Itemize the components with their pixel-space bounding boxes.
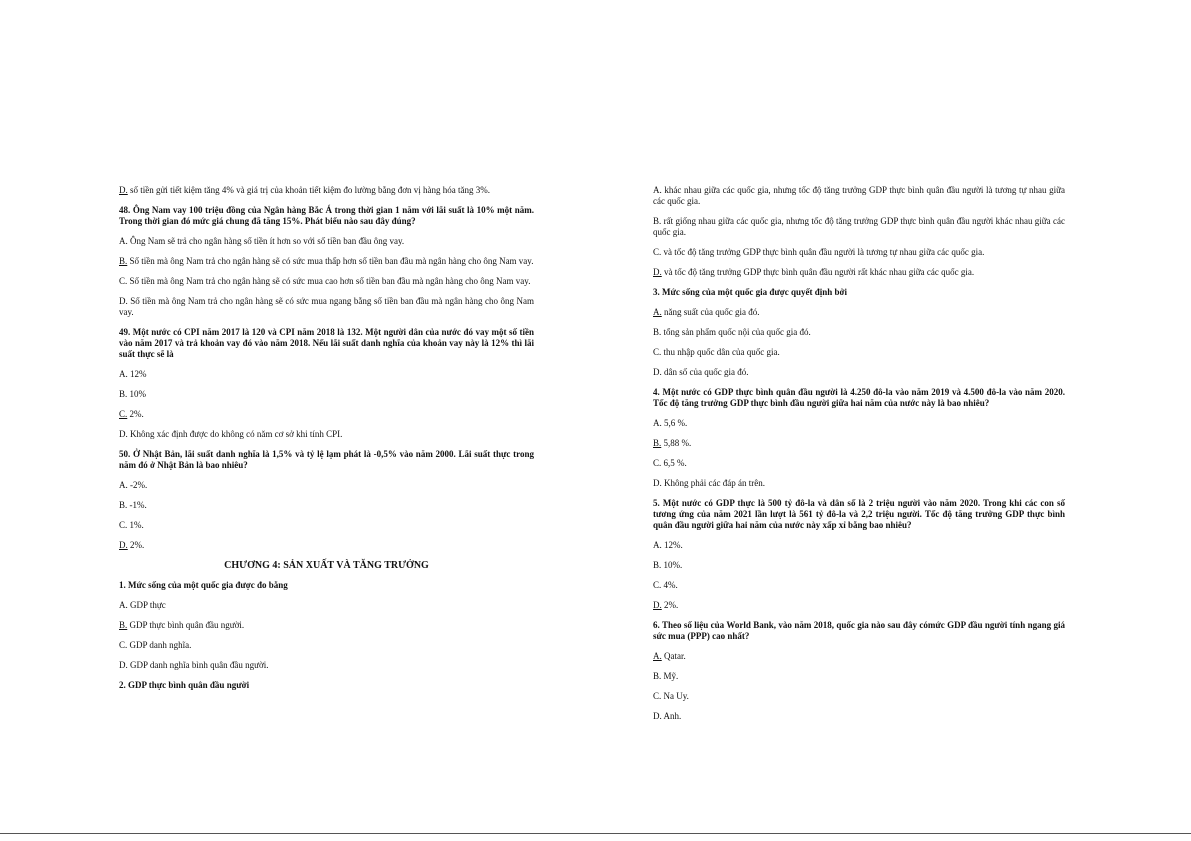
option-text: tổng sản phẩm quốc nội của quốc gia đó. bbox=[661, 327, 811, 337]
option-text: và tốc độ tăng trưởng GDP thực bình quân đầu người là tương tự nhau giữa các quốc gia. bbox=[661, 247, 985, 257]
option-letter: D. bbox=[119, 429, 128, 439]
answer-option bbox=[653, 307, 1065, 318]
option-letter: A. bbox=[653, 540, 662, 550]
answer-option bbox=[119, 520, 534, 531]
option-letter: B. bbox=[119, 256, 128, 266]
option-letter: B. bbox=[653, 327, 662, 337]
option-text: Anh. bbox=[661, 711, 682, 721]
option-text: rất giống nhau giữa các quốc gia, nhưng tốc độ tăng trưởng GDP thực bình quân đầu người khác nhau giữa các quốc gia. bbox=[653, 216, 1065, 237]
answer-option bbox=[119, 540, 534, 551]
option-text: Số tiền mà ông Nam trả cho ngân hàng sẽ có sức mua cao hơn số tiền ban đầu mà ngân hàng cho ông Nam vay. bbox=[127, 276, 531, 286]
answer-option bbox=[653, 478, 1065, 489]
option-letter: C. bbox=[119, 409, 128, 419]
option-letter: D. bbox=[119, 296, 128, 306]
answer-option bbox=[119, 600, 534, 611]
answer-option bbox=[119, 256, 534, 267]
option-text: dân số của quốc gia đó. bbox=[661, 367, 749, 377]
question-text: 2. GDP thực bình quân đầu người bbox=[119, 680, 250, 690]
answer-option bbox=[653, 580, 1065, 591]
option-letter: D. bbox=[653, 367, 662, 377]
option-text: Số tiền mà ông Nam trả cho ngân hàng sẽ có sức mua thấp hơn số tiền ban đầu mà ngân hàng cho ông Nam vay. bbox=[127, 256, 534, 266]
question-text: 4. Một nước có GDP thực bình quân đầu người là 4.250 đô-la vào năm 2019 và 4.500 đô-la vào năm 2020. Tốc độ tăng trưởng GDP thực bình đầu người giữa hai năm của nước này là bao nhiêu? bbox=[653, 387, 1065, 408]
answer-option bbox=[119, 500, 534, 511]
option-letter: A. bbox=[653, 185, 662, 195]
option-text: Số tiền mà ông Nam trả cho ngân hàng sẽ có sức mua ngang bằng số tiền ban đầu mà ngân hàng cho ông Nam vay. bbox=[119, 296, 534, 317]
option-letter: B. bbox=[653, 560, 662, 570]
option-text: GDP thực bình quân đầu người. bbox=[127, 620, 245, 630]
option-letter: C. bbox=[653, 691, 662, 701]
answer-option bbox=[653, 247, 1065, 258]
answer-option bbox=[653, 651, 1065, 662]
option-letter: B. bbox=[653, 438, 662, 448]
answer-option bbox=[653, 418, 1065, 429]
option-text: số tiền gửi tiết kiệm tăng 4% và giá trị của khoản tiết kiệm đo lường bằng đơn vị hàng hóa tăng 3%. bbox=[127, 185, 490, 195]
right-column bbox=[653, 185, 1065, 731]
option-letter: A. bbox=[653, 307, 662, 317]
option-text: GDP thực bbox=[127, 600, 166, 610]
option-letter: C. bbox=[653, 458, 662, 468]
answer-option bbox=[653, 540, 1065, 551]
option-text: GDP danh nghĩa bình quân đầu người. bbox=[127, 660, 269, 670]
option-letter: B. bbox=[653, 671, 662, 681]
answer-option bbox=[653, 347, 1065, 358]
option-text: 5,6 %. bbox=[661, 418, 688, 428]
option-text: 12% bbox=[127, 369, 147, 379]
option-letter: B. bbox=[119, 500, 128, 510]
answer-option bbox=[119, 236, 534, 247]
option-letter: C. bbox=[653, 580, 662, 590]
option-letter: D. bbox=[653, 478, 662, 488]
option-letter: C. bbox=[119, 276, 128, 286]
answer-option bbox=[653, 671, 1065, 682]
option-letter: B. bbox=[119, 389, 128, 399]
option-letter: D. bbox=[653, 267, 662, 277]
option-letter: D. bbox=[119, 660, 128, 670]
answer-option bbox=[119, 660, 534, 671]
option-text: 2%. bbox=[127, 409, 144, 419]
answer-option bbox=[119, 480, 534, 491]
question-text: 6. Theo số liệu của World Bank, vào năm 2018, quốc gia nào sau đây cómức GDP đầu người tính ngang giá sức mua (PPP) cao nhất? bbox=[653, 620, 1065, 641]
answer-option bbox=[653, 600, 1065, 611]
question-text: 3. Mức sống của một quốc gia được quyết định bởi bbox=[653, 287, 848, 297]
question-text: 48. Ông Nam vay 100 triệu đồng của Ngân hàng Bắc Á trong thời gian 1 năm với lãi suất là 10% một năm. Trong thời gian đó mức giá chung đã tăng 15%. Phát biểu nào sau đây đúng? bbox=[119, 205, 534, 226]
option-text: -2%. bbox=[127, 480, 148, 490]
page-bottom-rule bbox=[0, 833, 1191, 834]
answer-option bbox=[653, 185, 1065, 207]
answer-option bbox=[653, 327, 1065, 338]
answer-option bbox=[653, 438, 1065, 449]
answer-option bbox=[119, 185, 534, 196]
option-text: Ông Nam sẽ trả cho ngân hàng số tiền ít hơn so với số tiền ban đầu ông vay. bbox=[127, 236, 405, 246]
option-text: năng suất của quốc gia đó. bbox=[661, 307, 760, 317]
option-text: Na Uy. bbox=[661, 691, 689, 701]
answer-option bbox=[119, 640, 534, 651]
option-text: 6,5 %. bbox=[661, 458, 687, 468]
left-column bbox=[119, 185, 534, 700]
option-letter: A. bbox=[119, 480, 128, 490]
option-letter: C. bbox=[119, 640, 128, 650]
answer-option bbox=[119, 389, 534, 400]
option-text: 1%. bbox=[127, 520, 144, 530]
question-text: 5. Một nước có GDP thực là 500 tỷ đô-la và dân số là 2 triệu người vào năm 2020. Trong khi các con số tương ứng của năm 2021 lần lượt là 561 tỷ đô-la và 2,2 triệu người. Tốc độ tăng trưởng GDP thực bình quân đầu người giữa hai năm của nước này xấp xỉ bằng bao nhiêu? bbox=[653, 498, 1065, 530]
option-text: Không phải các đáp án trên. bbox=[661, 478, 765, 488]
option-text: Qatar. bbox=[661, 651, 686, 661]
answer-option bbox=[653, 691, 1065, 702]
option-text: 10% bbox=[127, 389, 147, 399]
option-letter: C. bbox=[119, 520, 128, 530]
option-text: và tốc độ tăng trưởng GDP thực bình quân đầu người rất khác nhau giữa các quốc gia. bbox=[661, 267, 975, 277]
question-text: 1. Mức sống của một quốc gia được đo bằng bbox=[119, 580, 288, 590]
option-text: GDP danh nghĩa. bbox=[127, 640, 192, 650]
answer-option bbox=[119, 409, 534, 420]
answer-option bbox=[653, 216, 1065, 238]
option-letter: A. bbox=[119, 236, 128, 246]
answer-option bbox=[119, 296, 534, 318]
answer-option bbox=[119, 620, 534, 631]
answer-option bbox=[119, 276, 534, 287]
option-letter: A. bbox=[119, 600, 128, 610]
option-letter: A. bbox=[653, 418, 662, 428]
answer-option bbox=[653, 267, 1065, 278]
answer-option bbox=[119, 429, 534, 440]
option-text: 12%. bbox=[661, 540, 683, 550]
option-text: 10%. bbox=[661, 560, 683, 570]
option-letter: B. bbox=[653, 216, 662, 226]
option-letter: B. bbox=[119, 620, 128, 630]
option-text: khác nhau giữa các quốc gia, nhưng tốc độ tăng trưởng GDP thực bình quân đầu người là tương tự nhau giữa các quốc gia. bbox=[653, 185, 1065, 206]
option-letter: D. bbox=[119, 185, 128, 195]
option-letter: C. bbox=[653, 247, 662, 257]
option-letter: A. bbox=[119, 369, 128, 379]
answer-option bbox=[653, 711, 1065, 722]
answer-option bbox=[653, 367, 1065, 378]
option-text: Không xác định được do không có năm cơ sở khi tính CPI. bbox=[127, 429, 343, 439]
option-letter: D. bbox=[119, 540, 128, 550]
option-text: thu nhập quốc dân của quốc gia. bbox=[661, 347, 780, 357]
chapter-heading: CHƯƠNG 4: SẢN XUẤT VÀ TĂNG TRƯỞNG bbox=[224, 560, 429, 571]
option-letter: D. bbox=[653, 600, 662, 610]
option-text: 2%. bbox=[127, 540, 145, 550]
answer-option bbox=[653, 458, 1065, 469]
option-text: 4%. bbox=[661, 580, 678, 590]
option-text: Mỹ. bbox=[661, 671, 679, 681]
option-letter: D. bbox=[653, 711, 662, 721]
answer-option bbox=[119, 369, 534, 380]
question-text: 49. Một nước có CPI năm 2017 là 120 và CPI năm 2018 là 132. Một người dân của nước đó vay một số tiền vào năm 2017 và trả khoản vay đó vào năm 2018. Nếu lãi suất danh nghĩa của khoản vay này là 12% thì lãi suất thực sẽ là bbox=[119, 327, 534, 359]
answer-option bbox=[653, 560, 1065, 571]
option-letter: A. bbox=[653, 651, 662, 661]
option-text: 2%. bbox=[661, 600, 679, 610]
option-text: 5,88 %. bbox=[661, 438, 692, 448]
question-text: 50. Ở Nhật Bản, lãi suất danh nghĩa là 1,5% và tỷ lệ lạm phát là -0,5% vào năm 2000. Lãi suất thực trong năm đó ở Nhật Bản là bao nhiêu? bbox=[119, 449, 534, 470]
option-text: -1%. bbox=[127, 500, 147, 510]
option-letter: C. bbox=[653, 347, 662, 357]
